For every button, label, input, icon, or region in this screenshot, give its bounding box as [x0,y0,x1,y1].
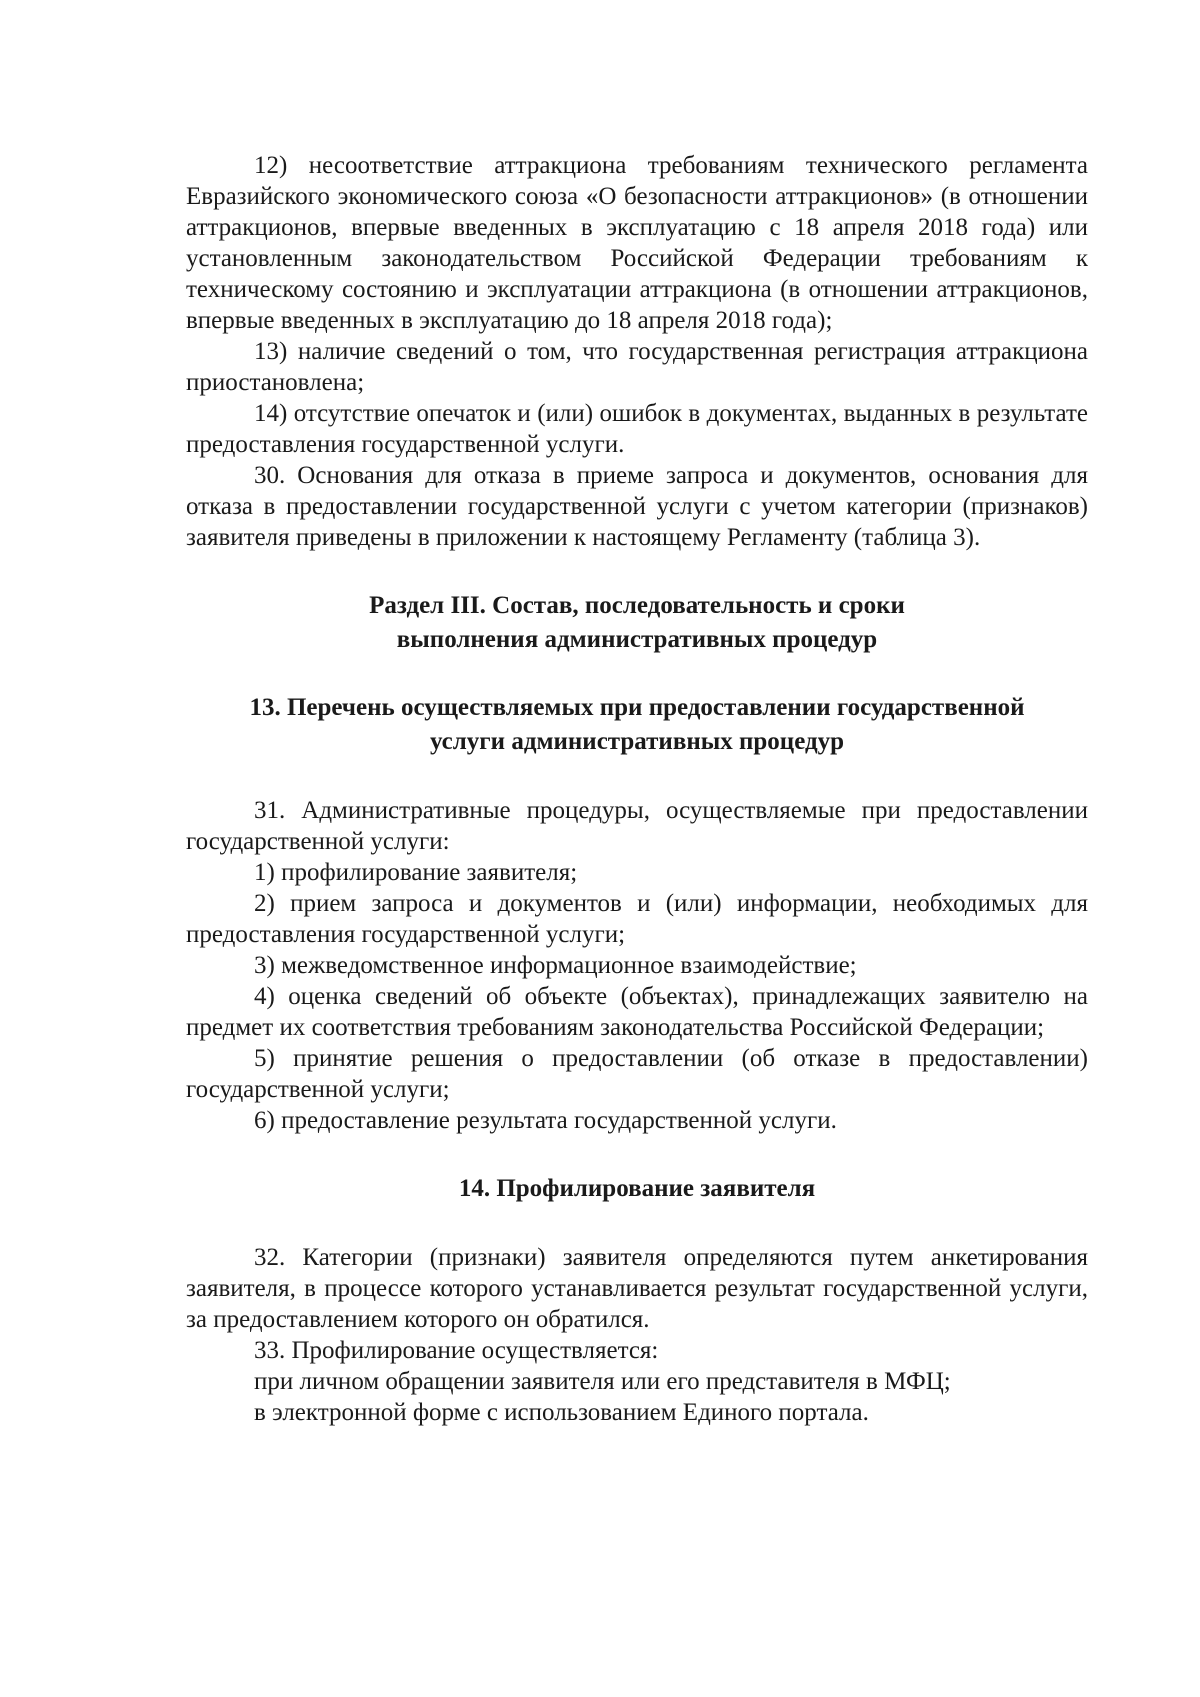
procedure-list-item: 4) оценка сведений об объекте (объектах), принадлежащих заявителю на предмет их соответствия требованиям законодательства Российской Федерации; [186,983,1088,1041]
section-3-heading [186,589,1088,657]
paragraph-30: 30. Основания для отказа в приеме запроса и документов, основания для отказа в предоставлении государственной услуги с учетом категории (признаков) заявителя приведены в приложении к настоящему Регламенту (таблица 3). [186,462,1088,551]
procedure-list-item: 3) межведомственное информационное взаимодействие; [254,952,857,979]
item-14: 14) отсутствие опечаток и (или) ошибок в документах, выданных в результате предоставления государственной услуги. [186,400,1088,458]
item-12: 12) несоответствие аттракциона требованиям технического регламента Евразийского экономического союза «О безопасности аттракционов» (в отношении аттракционов, впервые введенных в эксплуатацию с 18 апреля 2018 года) или установленным законодательством Российской Федерации требованиям к техническому состоянию и эксплуатации аттракциона (в отношении аттракционов, впервые введенных в эксплуатацию до 18 апреля 2018 года); [186,152,1088,334]
procedure-list-item: 1) профилирование заявителя; [254,859,578,886]
document-page [186,150,1088,1428]
subsection-13-heading-line-1: 13. Перечень осуществляемых при предоставлении государственной [249,694,1025,721]
procedure-list-item: 6) предоставление результата государственной услуги. [254,1107,837,1134]
procedure-list-item: 2) прием запроса и документов и (или) информации, необходимых для предоставления государственной услуги; [186,890,1088,948]
section-3-heading-line-1: Раздел III. Состав, последовательность и сроки [369,592,905,619]
procedure-list-item: 5) принятие решения о предоставлении (об отказе в предоставлении) государственной услуги; [186,1045,1088,1103]
subsection-13-heading-line-2: услуги административных процедур [429,728,845,755]
item-13: 13) наличие сведений о том, что государственная регистрация аттракциона приостановлена; [186,338,1088,396]
paragraph-31: 31. Административные процедуры, осуществляемые при предоставлении государственной услуги: [186,797,1088,855]
subsection-13-heading [186,691,1088,759]
section-3-heading-line-2: выполнения административных процедур [396,626,878,653]
paragraph-33-option-portal: в электронной форме с использованием Единого портала. [254,1399,869,1426]
subsection-14-heading: 14. Профилирование заявителя [458,1175,816,1202]
paragraph-32: 32. Категории (признаки) заявителя определяются путем анкетирования заявителя, в процессе которого устанавливается результат государственной услуги, за предоставлением которого он обратился. [186,1244,1088,1333]
paragraph-33: 33. Профилирование осуществляется: [254,1337,659,1364]
paragraph-33-option-mfc: при личном обращении заявителя или его представителя в МФЦ; [254,1368,951,1395]
